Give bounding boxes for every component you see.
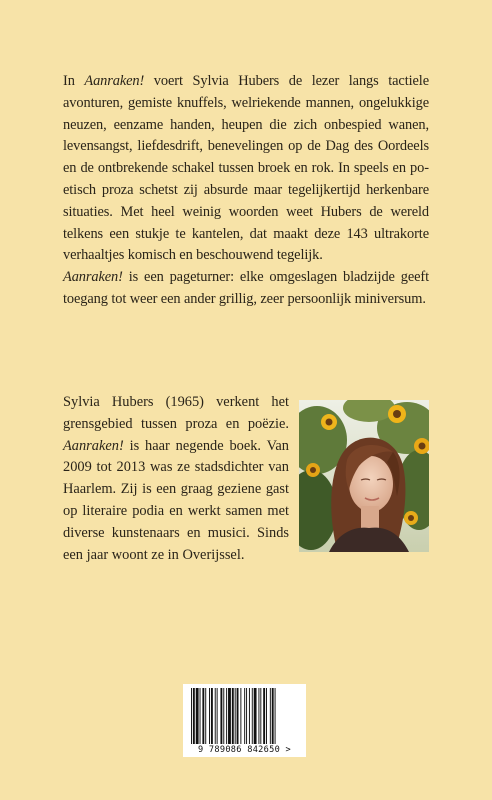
barcode-bar: [209, 688, 210, 744]
barcode-bar: [220, 688, 222, 744]
blurb-paragraph-1: [63, 71, 429, 267]
barcode-bar: [237, 688, 239, 744]
barcode-bar: [272, 688, 274, 744]
barcode-bar: [249, 688, 250, 744]
isbn-number: 9 789086 842650 >: [197, 745, 292, 755]
book-title: Aanraken!: [84, 73, 145, 89]
barcode-bar: [260, 688, 261, 744]
barcode-bar: [191, 688, 192, 744]
barcode-bar: [244, 688, 245, 744]
barcode-bar: [252, 688, 253, 744]
barcode-bar: [270, 688, 271, 744]
blurb-intro: In: [63, 73, 85, 89]
barcode-bar: [263, 688, 265, 744]
book-title: Aanraken!: [63, 437, 124, 454]
barcode-bar: [240, 688, 241, 744]
barcode-bar: [266, 688, 267, 744]
blurb-text: [63, 71, 429, 311]
barcode-bar: [254, 688, 257, 744]
blurb-paragraph-2: [63, 267, 429, 311]
barcode-bar: [275, 688, 276, 744]
author-portrait-image: [299, 400, 429, 552]
barcode-bar: [258, 688, 259, 744]
barcode-bar: [226, 688, 227, 744]
author-photo: [299, 400, 429, 552]
barcode-bar: [205, 688, 206, 744]
barcode-bar: [246, 688, 247, 744]
author-bio: [63, 392, 429, 566]
barcode-bar: [235, 688, 236, 744]
isbn-barcode: [183, 684, 306, 757]
bio-text: Sylvia Hubers (1965) verkent het grensgebied tussen proza en poëzie.: [63, 394, 289, 432]
blurb-body: voert Sylvia Hubers de lezer langs tactiele avonturen, gemiste knuffels, welriekende mannen, ongelukkige neuzen, eenzame handen, heupen die zich onbespied wanen, levensangst, liefdesdrift, benevelingen op de Dag des Oordeels en de ontbrekende schakel tussen broek en rok. In speels en poetisch proza schetst zij absurde maar tegelijkertijd herkenbare situaties. Met heel weinig woorden weet Hubers de wereld telkens een stukje te kantelen, dat maakt deze 143 ultrakorte verhaaltjes komisch en beschouwend tegelijk.: [63, 73, 429, 264]
barcode-bars: [183, 684, 306, 746]
barcode-bar: [211, 688, 213, 744]
barcode-bar: [223, 688, 224, 744]
barcode-bar: [215, 688, 216, 744]
barcode-bar: [193, 688, 195, 744]
blurb-body: is een pageturner: elke omgeslagen bladzijde geeft toegang tot weer een ander grillig, zeer persoonlijk miniversum.: [63, 269, 429, 307]
book-title: Aanraken!: [63, 269, 123, 286]
barcode-bar: [200, 688, 201, 744]
barcode-bar: [202, 688, 204, 744]
barcode-bar: [228, 688, 231, 744]
barcode-bar: [232, 688, 234, 744]
barcode-bar: [196, 688, 199, 744]
bio-text: is haar negende boek. Van 2009 tot 2013 was ze stadsdichter van Haarlem. Zij is een graag geziene gast op literaire podia en werkt samen met diverse kunstenaars en musici. Sinds een jaar woont ze in Overijssel.: [63, 437, 289, 563]
barcode-bar: [217, 688, 218, 744]
